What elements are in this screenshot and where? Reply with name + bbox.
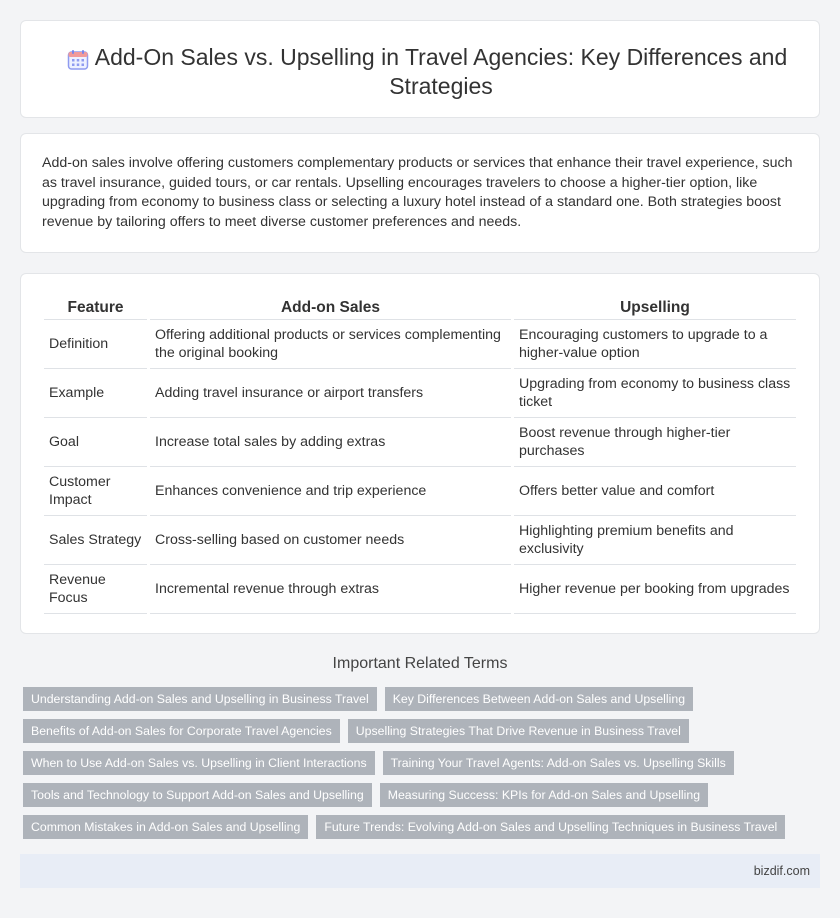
intro-card bbox=[20, 133, 820, 253]
header-feature: Feature bbox=[44, 296, 147, 320]
title-card bbox=[20, 20, 820, 118]
table-row bbox=[44, 516, 796, 565]
related-term-tag[interactable]: Common Mistakes in Add-on Sales and Upselling bbox=[23, 815, 308, 839]
feature-cell: Definition bbox=[44, 320, 147, 369]
related-terms-tags bbox=[23, 687, 803, 847]
table-row bbox=[44, 565, 796, 614]
add-on-cell: Enhances convenience and trip experience bbox=[150, 467, 511, 516]
site-link[interactable]: bizdif.com bbox=[753, 864, 810, 878]
add-on-cell: Increase total sales by adding extras bbox=[150, 418, 511, 467]
add-on-cell: Cross-selling based on customer needs bbox=[150, 516, 511, 565]
table-row bbox=[44, 369, 796, 418]
add-on-cell: Adding travel insurance or airport transfers bbox=[150, 369, 511, 418]
upselling-cell: Higher revenue per booking from upgrades bbox=[514, 565, 796, 614]
tag-row bbox=[23, 783, 803, 807]
related-term-tag[interactable]: Upselling Strategies That Drive Revenue in Business Travel bbox=[348, 719, 689, 743]
related-term-tag[interactable]: Measuring Success: KPIs for Add-on Sales and Upselling bbox=[380, 783, 708, 807]
related-term-tag[interactable]: Benefits of Add-on Sales for Corporate Travel Agencies bbox=[23, 719, 340, 743]
table-row bbox=[44, 418, 796, 467]
feature-cell: Example bbox=[44, 369, 147, 418]
tag-row bbox=[23, 751, 803, 775]
header-upselling: Upselling bbox=[514, 296, 796, 320]
intro-paragraph: Add-on sales involve offering customers complementary products or services that enhance their travel experience, such as travel insurance, guided tours, or car rentals. Upselling encourages travelers to choose a higher-tier option, like upgrading from economy to business class or selecting a luxury hotel instead of a standard one. Both strategies boost revenue by tailoring offers to meet diverse customer preferences and needs. bbox=[42, 155, 793, 230]
feature-cell: Sales Strategy bbox=[44, 516, 147, 565]
upselling-cell: Upgrading from economy to business class ticket bbox=[514, 369, 796, 418]
related-terms-title: Important Related Terms bbox=[332, 655, 508, 672]
related-term-tag[interactable]: Future Trends: Evolving Add-on Sales and Upselling Techniques in Business Travel bbox=[316, 815, 785, 839]
related-term-tag[interactable]: Understanding Add-on Sales and Upselling in Business Travel bbox=[23, 687, 377, 711]
upselling-cell: Encouraging customers to upgrade to a higher-value option bbox=[514, 320, 796, 369]
feature-cell: Customer Impact bbox=[44, 467, 147, 516]
page-title: Add-On Sales vs. Upselling in Travel Agencies: Key Differences and Strategies bbox=[94, 44, 788, 99]
related-term-tag[interactable]: Tools and Technology to Support Add-on Sales and Upselling bbox=[23, 783, 372, 807]
add-on-cell: Incremental revenue through extras bbox=[150, 565, 511, 614]
related-term-tag[interactable]: Training Your Travel Agents: Add-on Sales vs. Upselling Skills bbox=[383, 751, 734, 775]
comparison-table-card bbox=[20, 273, 820, 634]
table-row bbox=[44, 320, 796, 369]
related-term-tag[interactable]: Key Differences Between Add-on Sales and Upselling bbox=[385, 687, 693, 711]
table-row bbox=[44, 467, 796, 516]
feature-cell: Revenue Focus bbox=[44, 565, 147, 614]
tag-row bbox=[23, 719, 803, 743]
footer bbox=[20, 854, 820, 888]
related-term-tag[interactable]: When to Use Add-on Sales vs. Upselling in Client Interactions bbox=[23, 751, 375, 775]
add-on-cell: Offering additional products or services complementing the original booking bbox=[150, 320, 511, 369]
feature-cell: Goal bbox=[44, 418, 147, 467]
upselling-cell: Boost revenue through higher-tier purchases bbox=[514, 418, 796, 467]
table-header-row bbox=[44, 296, 796, 320]
upselling-cell: Highlighting premium benefits and exclusivity bbox=[514, 516, 796, 565]
upselling-cell: Offers better value and comfort bbox=[514, 467, 796, 516]
tag-row bbox=[23, 687, 803, 711]
tag-row bbox=[23, 815, 803, 839]
header-add-on-sales: Add-on Sales bbox=[150, 296, 511, 320]
comparison-table bbox=[41, 296, 799, 614]
